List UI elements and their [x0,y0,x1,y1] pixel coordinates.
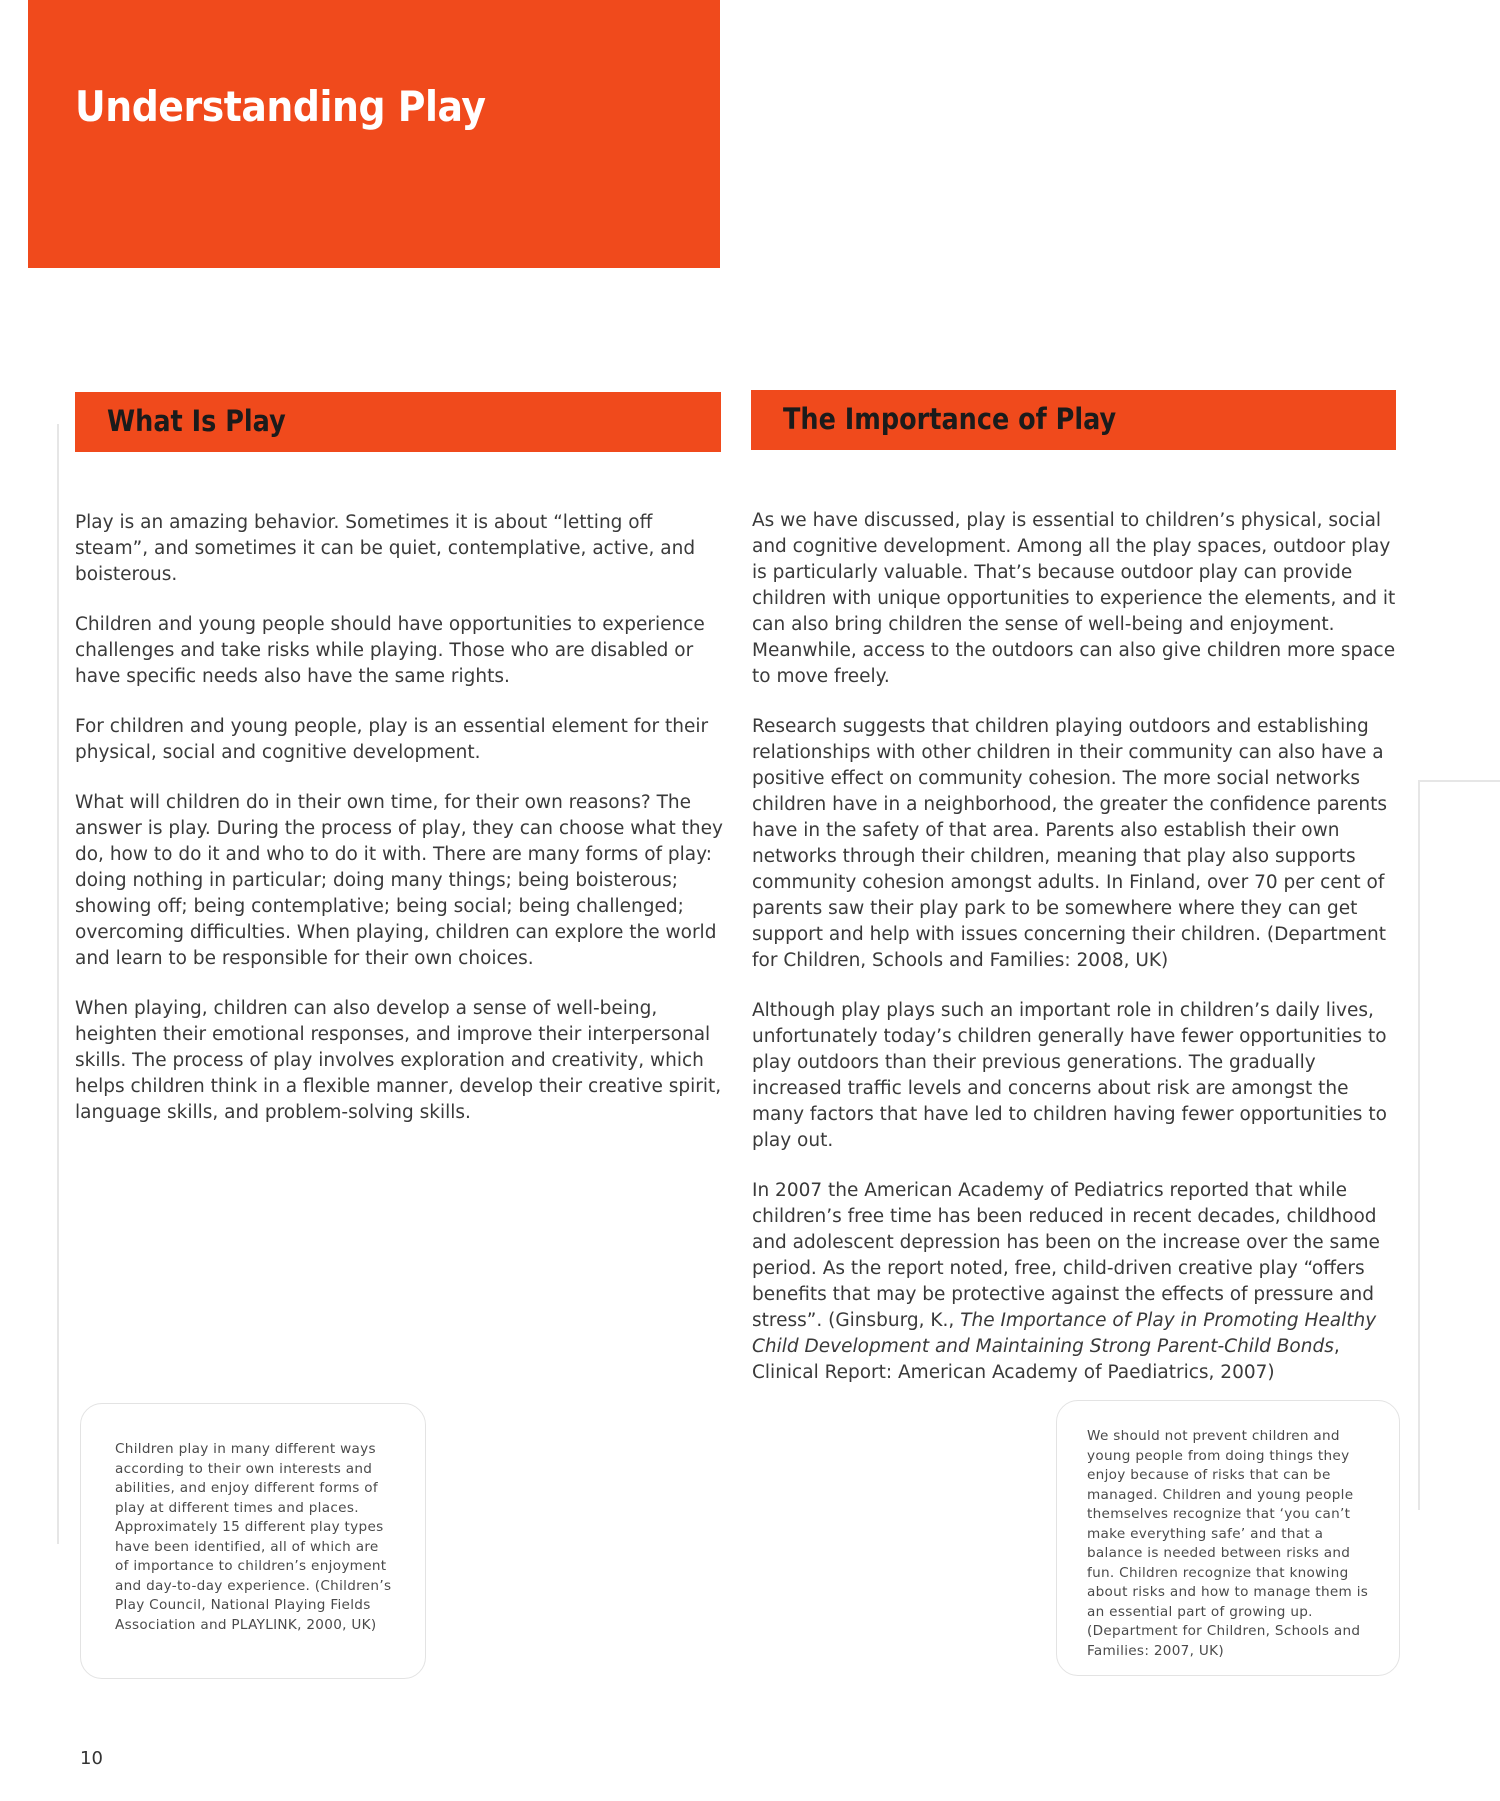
paragraph: For children and young people, play is an essential element for their physical, social and cognitive development. [75,716,709,763]
left-margin-rule [57,424,59,1544]
paragraph: Research suggests that children playing outdoors and establishing relationships with other children in their community can also have a positive effect on community cohesion. The more social networks children have in a neighborhood, the greater the confidence parents have in the safety of that area. Parents also establish their own networks through their children, meaning that play also supports community cohesion amongst adults. In Finland, over 70 per cent of parents saw their play park to be somewhere where they can get support and help with issues concerning their children. (Department for Children, Schools and Families: 2008, UK) [752,716,1387,971]
title-block [28,0,720,268]
callout-box-right [1056,1400,1400,1676]
callout-text: We should not prevent children and young people from doing things they enjoy because of risks that can be managed. Children and young people themselves recognize that ‘you can’t make everything safe’ and that a balance is needed between risks and fun. Children recognize that knowing about risks and how to manage them is an essential part of growing up. (Department for Children, Schools and Families: 2007, UK) [1087,1428,1369,1659]
right-column [752,508,1400,1410]
paragraph-text: , Clinical Report: American Academy of Paediatrics, 2007) [752,1336,1340,1383]
right-top-rule [1418,780,1500,782]
paragraph: Although play plays such an important role in children’s daily lives, unfortunately today’s children generally have fewer opportunities to play outdoors than their previous generations. The gradually increased traffic levels and concerns about risk are amongst the many factors that have led to children having fewer opportunities to play out. [752,1000,1387,1151]
paragraph-with-citation [752,1178,1400,1386]
paragraph: As we have discussed, play is essential to children’s physical, social and cognitive development. Among all the play spaces, outdoor play is particularly valuable. That’s because outdoor play can provide children with unique opportunities to experience the elements, and it can also bring children the sense of well-being and enjoyment. Meanwhile, access to the outdoors can also give children more space to move freely. [752,510,1396,687]
citation-title: The Importance of Play in Promoting Healthy Child Development and Maintaining Strong Parent-Child Bonds [752,1310,1377,1357]
paragraph: Children and young people should have opportunities to experience challenges and take risks while playing. Those who are disabled or have specific needs also have the same rights. [75,614,705,687]
right-margin-rule [1418,780,1420,1510]
paragraph: When playing, children can also develop a sense of well-being, heighten their emotional responses, and improve their interpersonal skills. The process of play involves exploration and creativity, which helps children think in a flexible manner, develop their creative spirit, language skills, and problem-solving skills. [75,998,722,1123]
page-number: 10 [80,1748,103,1769]
section-header-what-is-play [75,392,721,452]
paragraph: Play is an amazing behavior. Sometimes it is about “letting off steam”, and sometimes it can be quiet, contemplative, active, and boisterous. [75,512,696,585]
section-heading: What Is Play [107,404,286,438]
paragraph: What will children do in their own time, for their own reasons? The answer is play. During the process of play, they can choose what they do, how to do it and who to do it with. There are many forms of play: doing nothing in particular; doing many things; being boisterous; showing off; being contemplative; being social; being challenged; overcoming difficulties. When playing, children can explore the world and learn to be responsible for their own choices. [75,792,723,969]
left-column [75,510,727,1150]
paragraph-text: In 2007 the American Academy of Pediatrics reported that while children’s free time has been reduced in recent decades, childhood and adolescent depression has been on the increase over the same period. As the report noted, free, child-driven creative play “offers benefits that may be protective against the effects of pressure and stress”. (Ginsburg, K., [752,1180,1380,1331]
page-title: Understanding Play [75,82,486,131]
section-heading: The Importance of Play [783,402,1117,436]
section-header-importance-of-play [751,390,1396,450]
callout-box-left [80,1403,426,1679]
callout-text: Children play in many different ways according to their own interests and abilities, and enjoy different forms of play at different times and places. Approximately 15 different play types have been identified, all of which are of importance to children’s enjoyment and day-to-day experience. (Children’s Play Council, National Playing Fields Association and PLAYLINK, 2000, UK) [115,1441,392,1633]
